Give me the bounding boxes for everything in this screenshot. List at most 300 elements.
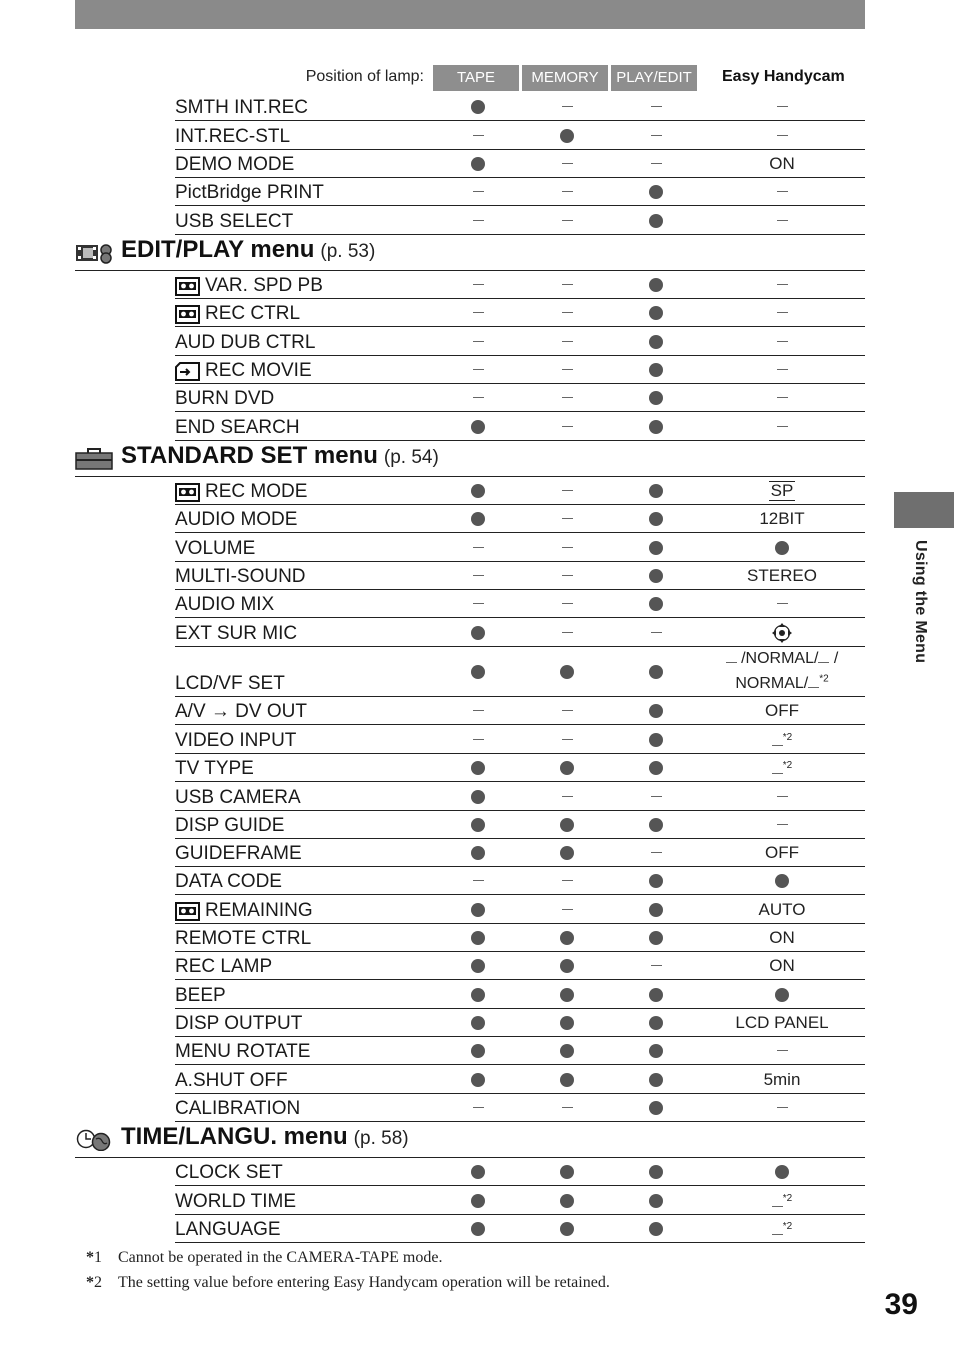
tape-icon: [175, 277, 200, 296]
dot-marker: [471, 1165, 485, 1179]
dash-marker: [562, 1107, 573, 1108]
table-row: [175, 867, 865, 895]
table-row: [175, 150, 865, 178]
setting-name: REMAINING: [175, 899, 313, 923]
play-edit-cell: [626, 1009, 686, 1036]
play-edit-cell: [626, 178, 686, 205]
tape-cell: [448, 505, 508, 532]
dash-marker: [562, 163, 573, 164]
memory-cell: [537, 754, 597, 781]
table-row: [175, 811, 865, 839]
play-edit-cell: [626, 1187, 686, 1214]
easy-handycam-cell: [722, 1215, 842, 1242]
dash-marker: [777, 106, 788, 107]
dash-marker: [651, 135, 662, 136]
table-row: [175, 981, 865, 1009]
tape-cell: [448, 122, 508, 149]
dot-marker: [471, 157, 485, 171]
memory-cell: [537, 356, 597, 383]
setting-name: VOLUME: [175, 538, 256, 559]
dash-marker: [562, 575, 573, 576]
dash-marker: [473, 369, 484, 370]
dot-marker: [775, 988, 789, 1002]
dot-marker: [649, 597, 663, 611]
footnote-1: *1 Cannot be operated in the CAMERA-TAPE mode.: [86, 1249, 443, 1266]
easy-handycam-value: OFF: [765, 700, 799, 720]
table-row: [175, 619, 865, 647]
easy-handycam-cell: [722, 726, 842, 753]
easy-handycam-cell: [722, 178, 842, 205]
dash-marker: [473, 312, 484, 313]
easy-handycam-value: LCD PANEL: [735, 1012, 829, 1032]
memory-cell: [537, 811, 597, 838]
table-row: [175, 1094, 865, 1122]
dash-marker: [562, 739, 573, 740]
dot-marker: [471, 790, 485, 804]
table-row: [175, 1187, 865, 1215]
easy-handycam-cell: [722, 697, 842, 724]
table-row: [175, 647, 865, 697]
dash-marker: [562, 106, 573, 107]
easy-handycam-cell: [722, 1066, 842, 1093]
dot-marker: [560, 818, 574, 832]
tape-cell: [448, 619, 508, 646]
dot-marker: [560, 1222, 574, 1236]
tape-cell: [448, 647, 508, 696]
easy-handycam-value: *2: [772, 1189, 792, 1213]
dot-marker: [560, 1073, 574, 1087]
page-number: 39: [884, 1288, 918, 1321]
dash-marker: [473, 341, 484, 342]
easy-handycam-cell: [722, 590, 842, 617]
setting-name: REC MODE: [175, 480, 307, 504]
lamp-caption: Position of lamp:: [305, 68, 424, 85]
setting-name: BEEP: [175, 985, 226, 1006]
dash-marker: [562, 796, 573, 797]
play-edit-cell: [626, 896, 686, 923]
edit-play-icon: [75, 242, 115, 264]
dot-marker: [471, 512, 485, 526]
dash-marker: [562, 880, 573, 881]
dash-marker: [562, 284, 573, 285]
dot-marker: [649, 363, 663, 377]
play-edit-cell: [626, 1158, 686, 1185]
tape-cell: [448, 1037, 508, 1064]
easy-handycam-value: *2: [772, 756, 792, 780]
tape-cell: [448, 1187, 508, 1214]
play-edit-cell: [626, 867, 686, 894]
easy-handycam-cell: [722, 981, 842, 1008]
dot-marker: [471, 931, 485, 945]
setting-name: AUDIO MIX: [175, 594, 275, 615]
play-edit-cell: [626, 783, 686, 810]
table-row: [175, 590, 865, 618]
section-title: EDIT/PLAY menu: [121, 236, 315, 263]
memory-cell: [537, 839, 597, 866]
dot-marker: [649, 391, 663, 405]
easy-handycam-cell: [722, 271, 842, 298]
tape-cell: [448, 356, 508, 383]
dot-marker: [649, 335, 663, 349]
easy-handycam-cell: [722, 839, 842, 866]
tape-cell: [448, 726, 508, 753]
easy-handycam-cell: [722, 384, 842, 411]
memory-cell: [537, 783, 597, 810]
dash-marker: [818, 662, 829, 663]
dot-marker: [649, 761, 663, 775]
dot-marker: [560, 1165, 574, 1179]
play-edit-cell: [626, 413, 686, 440]
dash-marker: [777, 341, 788, 342]
memory-cell: [537, 590, 597, 617]
table-row: [175, 952, 865, 980]
setting-name: INT.REC-STL: [175, 126, 291, 147]
easy-handycam-value: *2: [772, 1217, 792, 1241]
tape-cell: [448, 93, 508, 120]
play-edit-cell: [626, 150, 686, 177]
section-title: STANDARD SET menu: [121, 442, 378, 469]
memory-cell: [537, 1094, 597, 1121]
dash-marker: [777, 284, 788, 285]
dot-marker: [560, 761, 574, 775]
dot-marker: [560, 1016, 574, 1030]
setting-name: LANGUAGE: [175, 1219, 281, 1240]
tape-cell: [448, 924, 508, 951]
dash-marker: [772, 773, 783, 774]
dash-marker: [562, 518, 573, 519]
table-row: [175, 839, 865, 867]
dash-marker: [562, 547, 573, 548]
tape-icon: [175, 902, 200, 921]
tape-cell: [448, 562, 508, 589]
tape-cell: [448, 1215, 508, 1242]
play-edit-cell: [626, 299, 686, 326]
table-row: [175, 1215, 865, 1243]
dot-marker: [649, 1016, 663, 1030]
memory-cell: [537, 413, 597, 440]
table-row: [175, 384, 865, 412]
tape-icon: [175, 305, 200, 324]
dash-marker: [726, 662, 737, 663]
dash-marker: [562, 369, 573, 370]
memory-cell: [537, 1066, 597, 1093]
dash-marker: [473, 547, 484, 548]
table-row: [175, 1009, 865, 1037]
table-row: [175, 413, 865, 441]
setting-name: REC LAMP: [175, 956, 273, 977]
play-edit-cell: [626, 839, 686, 866]
dot-marker: [471, 1044, 485, 1058]
header-bar: [75, 0, 865, 29]
section-edit-play: [75, 235, 865, 271]
table-row: [175, 896, 865, 924]
table-row: [175, 178, 865, 206]
setting-name: BURN DVD: [175, 388, 275, 409]
dot-marker: [649, 988, 663, 1002]
dash-marker: [777, 397, 788, 398]
dot-marker: [649, 665, 663, 679]
easy-handycam-value: 5min: [763, 1069, 801, 1089]
easy-handycam-cell: [722, 754, 842, 781]
dot-marker: [471, 818, 485, 832]
setting-name: DISP GUIDE: [175, 815, 285, 836]
easy-handycam-cell: [722, 783, 842, 810]
easy-handycam-cell: [722, 477, 842, 504]
tape-cell: [448, 1009, 508, 1036]
play-edit-cell: [626, 505, 686, 532]
setting-name: MENU ROTATE: [175, 1041, 311, 1062]
dot-marker: [471, 903, 485, 917]
dot-marker: [471, 484, 485, 498]
dash-marker: [772, 1234, 783, 1235]
easy-handycam-cell: [722, 93, 842, 120]
memory-cell: [537, 697, 597, 724]
dash-marker: [777, 796, 788, 797]
easy-handycam-cell: [722, 562, 842, 589]
setting-name: USB CAMERA: [175, 787, 301, 808]
table-row: [175, 356, 865, 384]
play-edit-cell: [626, 477, 686, 504]
table-row: [175, 271, 865, 299]
dash-marker: [651, 163, 662, 164]
dash-marker: [562, 191, 573, 192]
easy-handycam-cell: [722, 150, 842, 177]
easy-handycam-value: OFF: [765, 842, 799, 862]
table-row: [175, 207, 865, 235]
memory-cell: [537, 150, 597, 177]
dash-marker: [562, 341, 573, 342]
setting-name: MULTI-SOUND: [175, 566, 306, 587]
dash-marker: [562, 220, 573, 221]
dot-marker: [471, 1073, 485, 1087]
tape-cell: [448, 534, 508, 561]
play-edit-cell: [626, 356, 686, 383]
dot-marker: [560, 988, 574, 1002]
dot-marker: [649, 704, 663, 718]
tape-cell: [448, 1094, 508, 1121]
play-edit-cell: [626, 1066, 686, 1093]
play-edit-cell: [626, 271, 686, 298]
tape-cell: [448, 1066, 508, 1093]
easy-handycam-value: ON: [769, 927, 795, 947]
dot-marker: [649, 569, 663, 583]
table-row: [175, 562, 865, 590]
dot-marker: [649, 278, 663, 292]
dash-marker: [473, 1107, 484, 1108]
dash-marker: [772, 745, 783, 746]
memory-cell: [537, 896, 597, 923]
memory-cell: [537, 328, 597, 355]
setting-name: A/V → DV OUT: [175, 701, 307, 722]
dash-marker: [562, 426, 573, 427]
toolbox-icon: [75, 448, 115, 470]
easy-handycam-value: ON: [769, 153, 795, 173]
dot-marker: [649, 1101, 663, 1115]
dot-marker: [649, 541, 663, 555]
table-row: [175, 122, 865, 150]
dot-marker: [649, 1194, 663, 1208]
side-tab-marker: [894, 492, 954, 528]
memory-cell: [537, 1187, 597, 1214]
easy-handycam-value: ON: [769, 955, 795, 975]
easy-handycam-cell: [722, 619, 842, 646]
tape-cell: [448, 1158, 508, 1185]
dash-marker: [473, 397, 484, 398]
table-row: [175, 924, 865, 952]
dot-marker: [471, 761, 485, 775]
setting-name: DATA CODE: [175, 871, 282, 892]
setting-name: CALIBRATION: [175, 1098, 301, 1119]
dot-marker: [560, 1044, 574, 1058]
dot-marker: [649, 484, 663, 498]
section-page-ref: (p. 54): [383, 447, 439, 468]
play-edit-cell: [626, 1037, 686, 1064]
dot-marker: [560, 959, 574, 973]
easy-handycam-cell: [722, 299, 842, 326]
setting-name: GUIDEFRAME: [175, 843, 302, 864]
table-row: [175, 697, 865, 725]
lamp-memory-label: MEMORY: [522, 65, 608, 91]
play-edit-cell: [626, 207, 686, 234]
setting-name: PictBridge PRINT: [175, 182, 324, 203]
dot-marker: [471, 1194, 485, 1208]
memory-cell: [537, 271, 597, 298]
play-edit-cell: [626, 811, 686, 838]
tape-cell: [448, 150, 508, 177]
table-row: [175, 1037, 865, 1065]
play-edit-cell: [626, 122, 686, 149]
tape-cell: [448, 384, 508, 411]
dot-marker: [649, 818, 663, 832]
dot-marker: [649, 1044, 663, 1058]
dash-marker: [473, 284, 484, 285]
easy-handycam-value: AUTO: [758, 899, 806, 919]
memory-cell: [537, 562, 597, 589]
dash-marker: [473, 739, 484, 740]
setting-name: WORLD TIME: [175, 1191, 297, 1212]
memory-cell: [537, 477, 597, 504]
section-page-ref: (p. 53): [320, 241, 376, 262]
play-edit-cell: [626, 697, 686, 724]
section-standard-set: [75, 441, 865, 477]
setting-name: TV TYPE: [175, 758, 254, 779]
memory-cell: [537, 1009, 597, 1036]
easy-handycam-cell: [722, 1187, 842, 1214]
dot-marker: [649, 1073, 663, 1087]
memory-cell: [537, 952, 597, 979]
tape-cell: [448, 328, 508, 355]
dot-marker: [560, 846, 574, 860]
dash-marker: [777, 824, 788, 825]
dash-marker: [473, 135, 484, 136]
dash-marker: [777, 220, 788, 221]
setting-name: REC CTRL: [175, 302, 300, 326]
easy-handycam-cell: [722, 356, 842, 383]
dash-marker: [473, 191, 484, 192]
tape-cell: [448, 839, 508, 866]
setting-name: USB SELECT: [175, 211, 294, 232]
easy-handycam-cell: [722, 1009, 842, 1036]
easy-handycam-value: /NORMAL/ / NORMAL/ $^{*2}$: [726, 649, 839, 693]
lamp-tape-label: TAPE: [433, 65, 519, 91]
table-row: [175, 783, 865, 811]
memory-cell: [537, 619, 597, 646]
dash-marker: [777, 426, 788, 427]
table-row: [175, 726, 865, 754]
dot-marker: [775, 541, 789, 555]
easy-handycam-cell: [722, 896, 842, 923]
easy-handycam-cell: [722, 924, 842, 951]
dot-marker: [471, 1016, 485, 1030]
memory-cell: [537, 981, 597, 1008]
play-edit-cell: [626, 328, 686, 355]
dot-marker: [560, 1194, 574, 1208]
dot-marker: [560, 665, 574, 679]
dot-marker: [471, 420, 485, 434]
play-edit-cell: [626, 93, 686, 120]
dot-marker: [775, 874, 789, 888]
dash-marker: [777, 312, 788, 313]
memory-cell: [537, 122, 597, 149]
section-title: TIME/LANGU. menu: [121, 1123, 348, 1150]
tape-cell: [448, 207, 508, 234]
dash-marker: [562, 710, 573, 711]
dot-marker: [775, 1165, 789, 1179]
memory-cell: [537, 1158, 597, 1185]
dot-marker: [649, 931, 663, 945]
setting-name: SMTH INT.REC: [175, 97, 308, 118]
tape-cell: [448, 477, 508, 504]
easy-handycam-value: SP: [770, 480, 794, 500]
dash-marker: [562, 312, 573, 313]
setting-name: VIDEO INPUT: [175, 730, 297, 751]
setting-name: LCD/VF SET: [175, 673, 285, 694]
easy-handycam-cell: [722, 811, 842, 838]
tape-cell: [448, 867, 508, 894]
setting-name: REMOTE CTRL: [175, 928, 312, 949]
dot-marker: [471, 100, 485, 114]
dot-marker: [560, 129, 574, 143]
tape-cell: [448, 413, 508, 440]
tape-cell: [448, 783, 508, 810]
setting-name: EXT SUR MIC: [175, 623, 298, 644]
table-row: [175, 328, 865, 356]
memory-cell: [537, 505, 597, 532]
dash-marker: [651, 852, 662, 853]
tape-cell: [448, 981, 508, 1008]
dot-marker: [471, 626, 485, 640]
table-row: [175, 1066, 865, 1094]
table-row: [175, 754, 865, 782]
tape-cell: [448, 896, 508, 923]
dot-marker: [471, 1222, 485, 1236]
memory-cell: [537, 726, 597, 753]
lamp-play-edit-label: PLAY/EDIT: [611, 65, 697, 91]
setting-name: CLOCK SET: [175, 1162, 283, 1183]
dash-marker: [777, 191, 788, 192]
easy-handycam-cell: [722, 328, 842, 355]
easy-handycam-cell: [722, 505, 842, 532]
tape-cell: [448, 590, 508, 617]
tape-cell: [448, 952, 508, 979]
dash-marker: [473, 710, 484, 711]
dot-marker: [649, 903, 663, 917]
dash-marker: [777, 603, 788, 604]
setting-name: AUDIO MODE: [175, 509, 298, 530]
surround-mic-icon: [770, 621, 794, 645]
setting-name: A.SHUT OFF: [175, 1070, 288, 1091]
dash-marker: [777, 369, 788, 370]
